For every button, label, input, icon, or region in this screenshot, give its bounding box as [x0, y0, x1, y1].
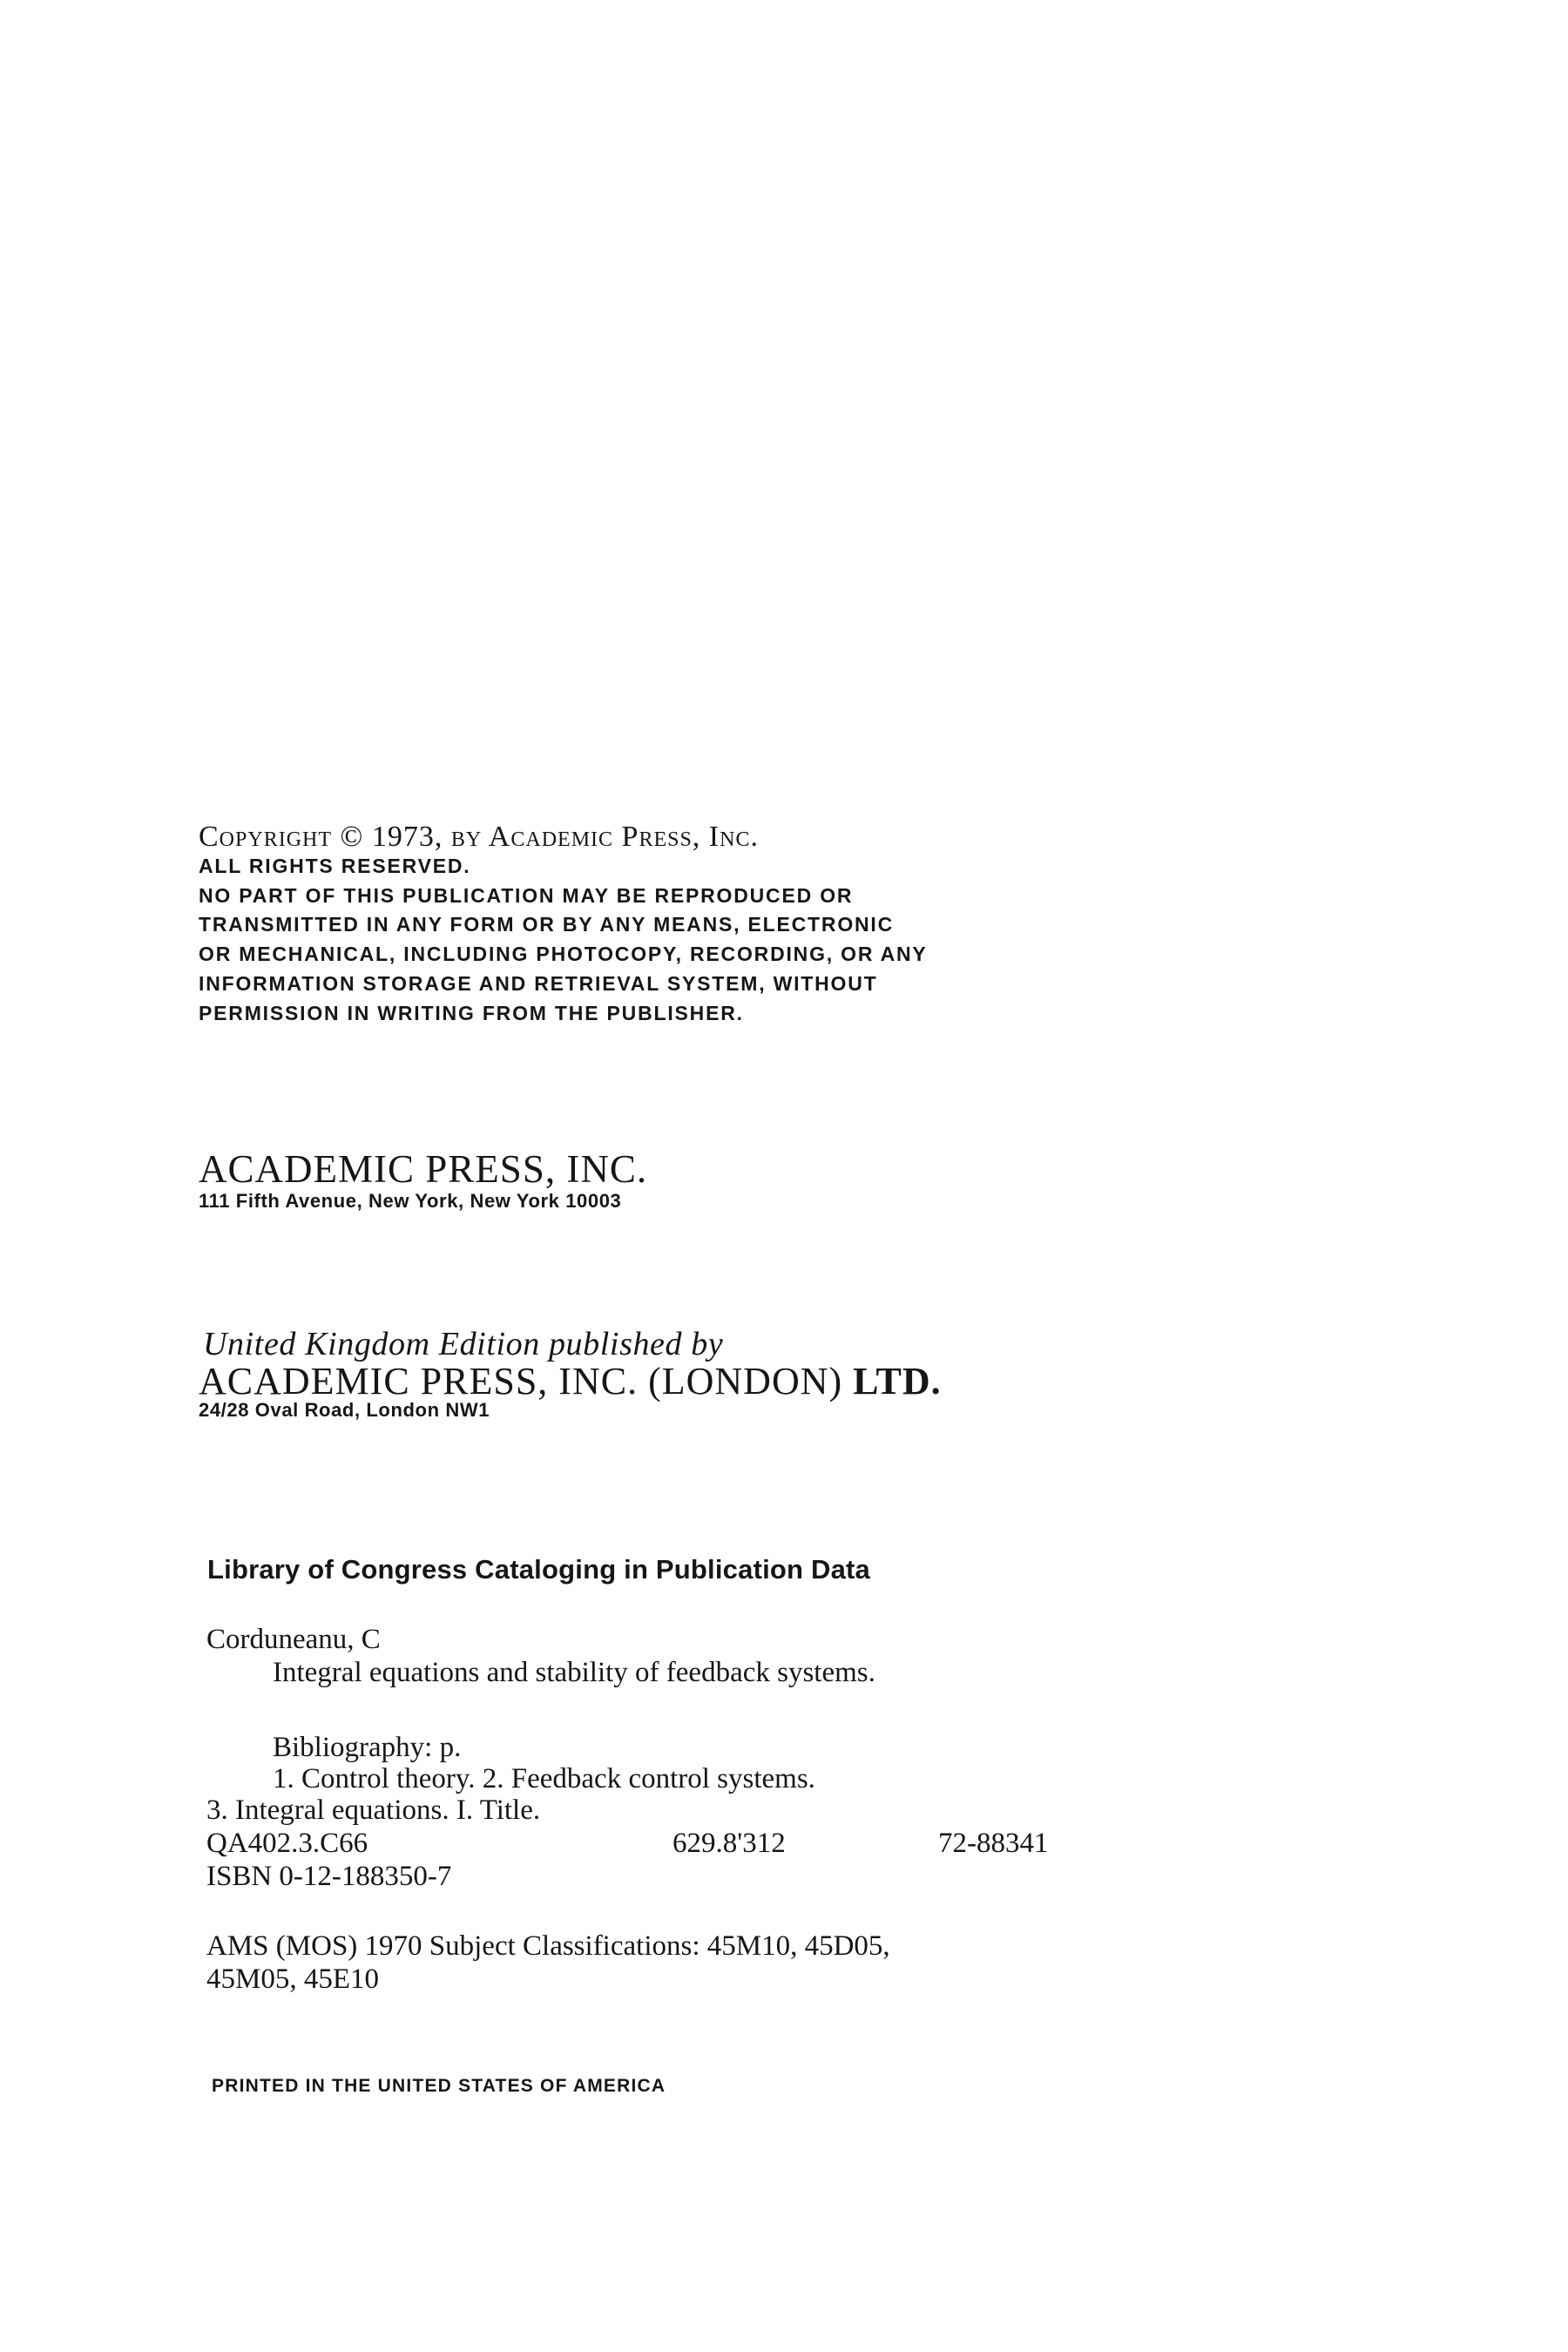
cip-lccn: 72-88341 — [938, 1828, 1049, 1859]
uk-publisher-address: 24/28 Oval Road, London NW1 — [199, 1399, 490, 1421]
publisher-name: ACADEMIC PRESS, INC. — [199, 1147, 648, 1191]
copyright-notice-line: NO PART OF THIS PUBLICATION MAY BE REPRODUCED OR — [199, 884, 854, 907]
uk-publisher-name — [199, 1362, 942, 1401]
cip-book-title: Integral equations and stability of feedback systems. — [273, 1657, 875, 1688]
uk-edition-lead: United Kingdom Edition published by — [203, 1326, 724, 1362]
copyright-notice-line: PERMISSION IN WRITING FROM THE PUBLISHER. — [199, 1002, 744, 1024]
cip-author: Corduneanu, C — [206, 1624, 381, 1655]
cip-subjects: 1. Control theory. 2. Feedback control systems. — [273, 1763, 815, 1794]
cip-isbn: ISBN 0-12-188350-7 — [206, 1861, 452, 1892]
cip-call-number: QA402.3.C66 — [206, 1828, 368, 1859]
uk-publisher-name-suffix: LTD. — [853, 1360, 942, 1402]
ams-classification: AMS (MOS) 1970 Subject Classifications: 45M10, 45D05, — [206, 1930, 890, 1962]
copyright-notice-line: TRANSMITTED IN ANY FORM OR BY ANY MEANS, ELECTRONIC — [199, 913, 895, 936]
copyright-notice-line: OR MECHANICAL, INCLUDING PHOTOCOPY, RECORDING, OR ANY — [199, 943, 928, 965]
cip-classification-row — [206, 1829, 1165, 1858]
copyright-heading: Copyright © 1973, by Academic Press, Inc. — [199, 821, 759, 853]
cip-heading: Library of Congress Cataloging in Publication Data — [207, 1554, 870, 1585]
ams-classification-continued: 45M05, 45E10 — [206, 1963, 379, 1995]
uk-publisher-name-main: ACADEMIC PRESS, INC. (LONDON) — [199, 1360, 854, 1402]
cip-bibliography: Bibliography: p. — [273, 1732, 462, 1763]
printed-in-notice: PRINTED IN THE UNITED STATES OF AMERICA — [212, 2076, 666, 2096]
rights-reserved: ALL RIGHTS RESERVED. — [199, 855, 471, 877]
copyright-notice-line: INFORMATION STORAGE AND RETRIEVAL SYSTEM, WITHOUT — [199, 972, 878, 995]
cip-subjects-continued: 3. Integral equations. I. Title. — [206, 1794, 541, 1826]
publisher-address: 111 Fifth Avenue, New York, New York 10003 — [199, 1190, 622, 1212]
cip-dewey-number: 629.8'312 — [672, 1828, 786, 1859]
